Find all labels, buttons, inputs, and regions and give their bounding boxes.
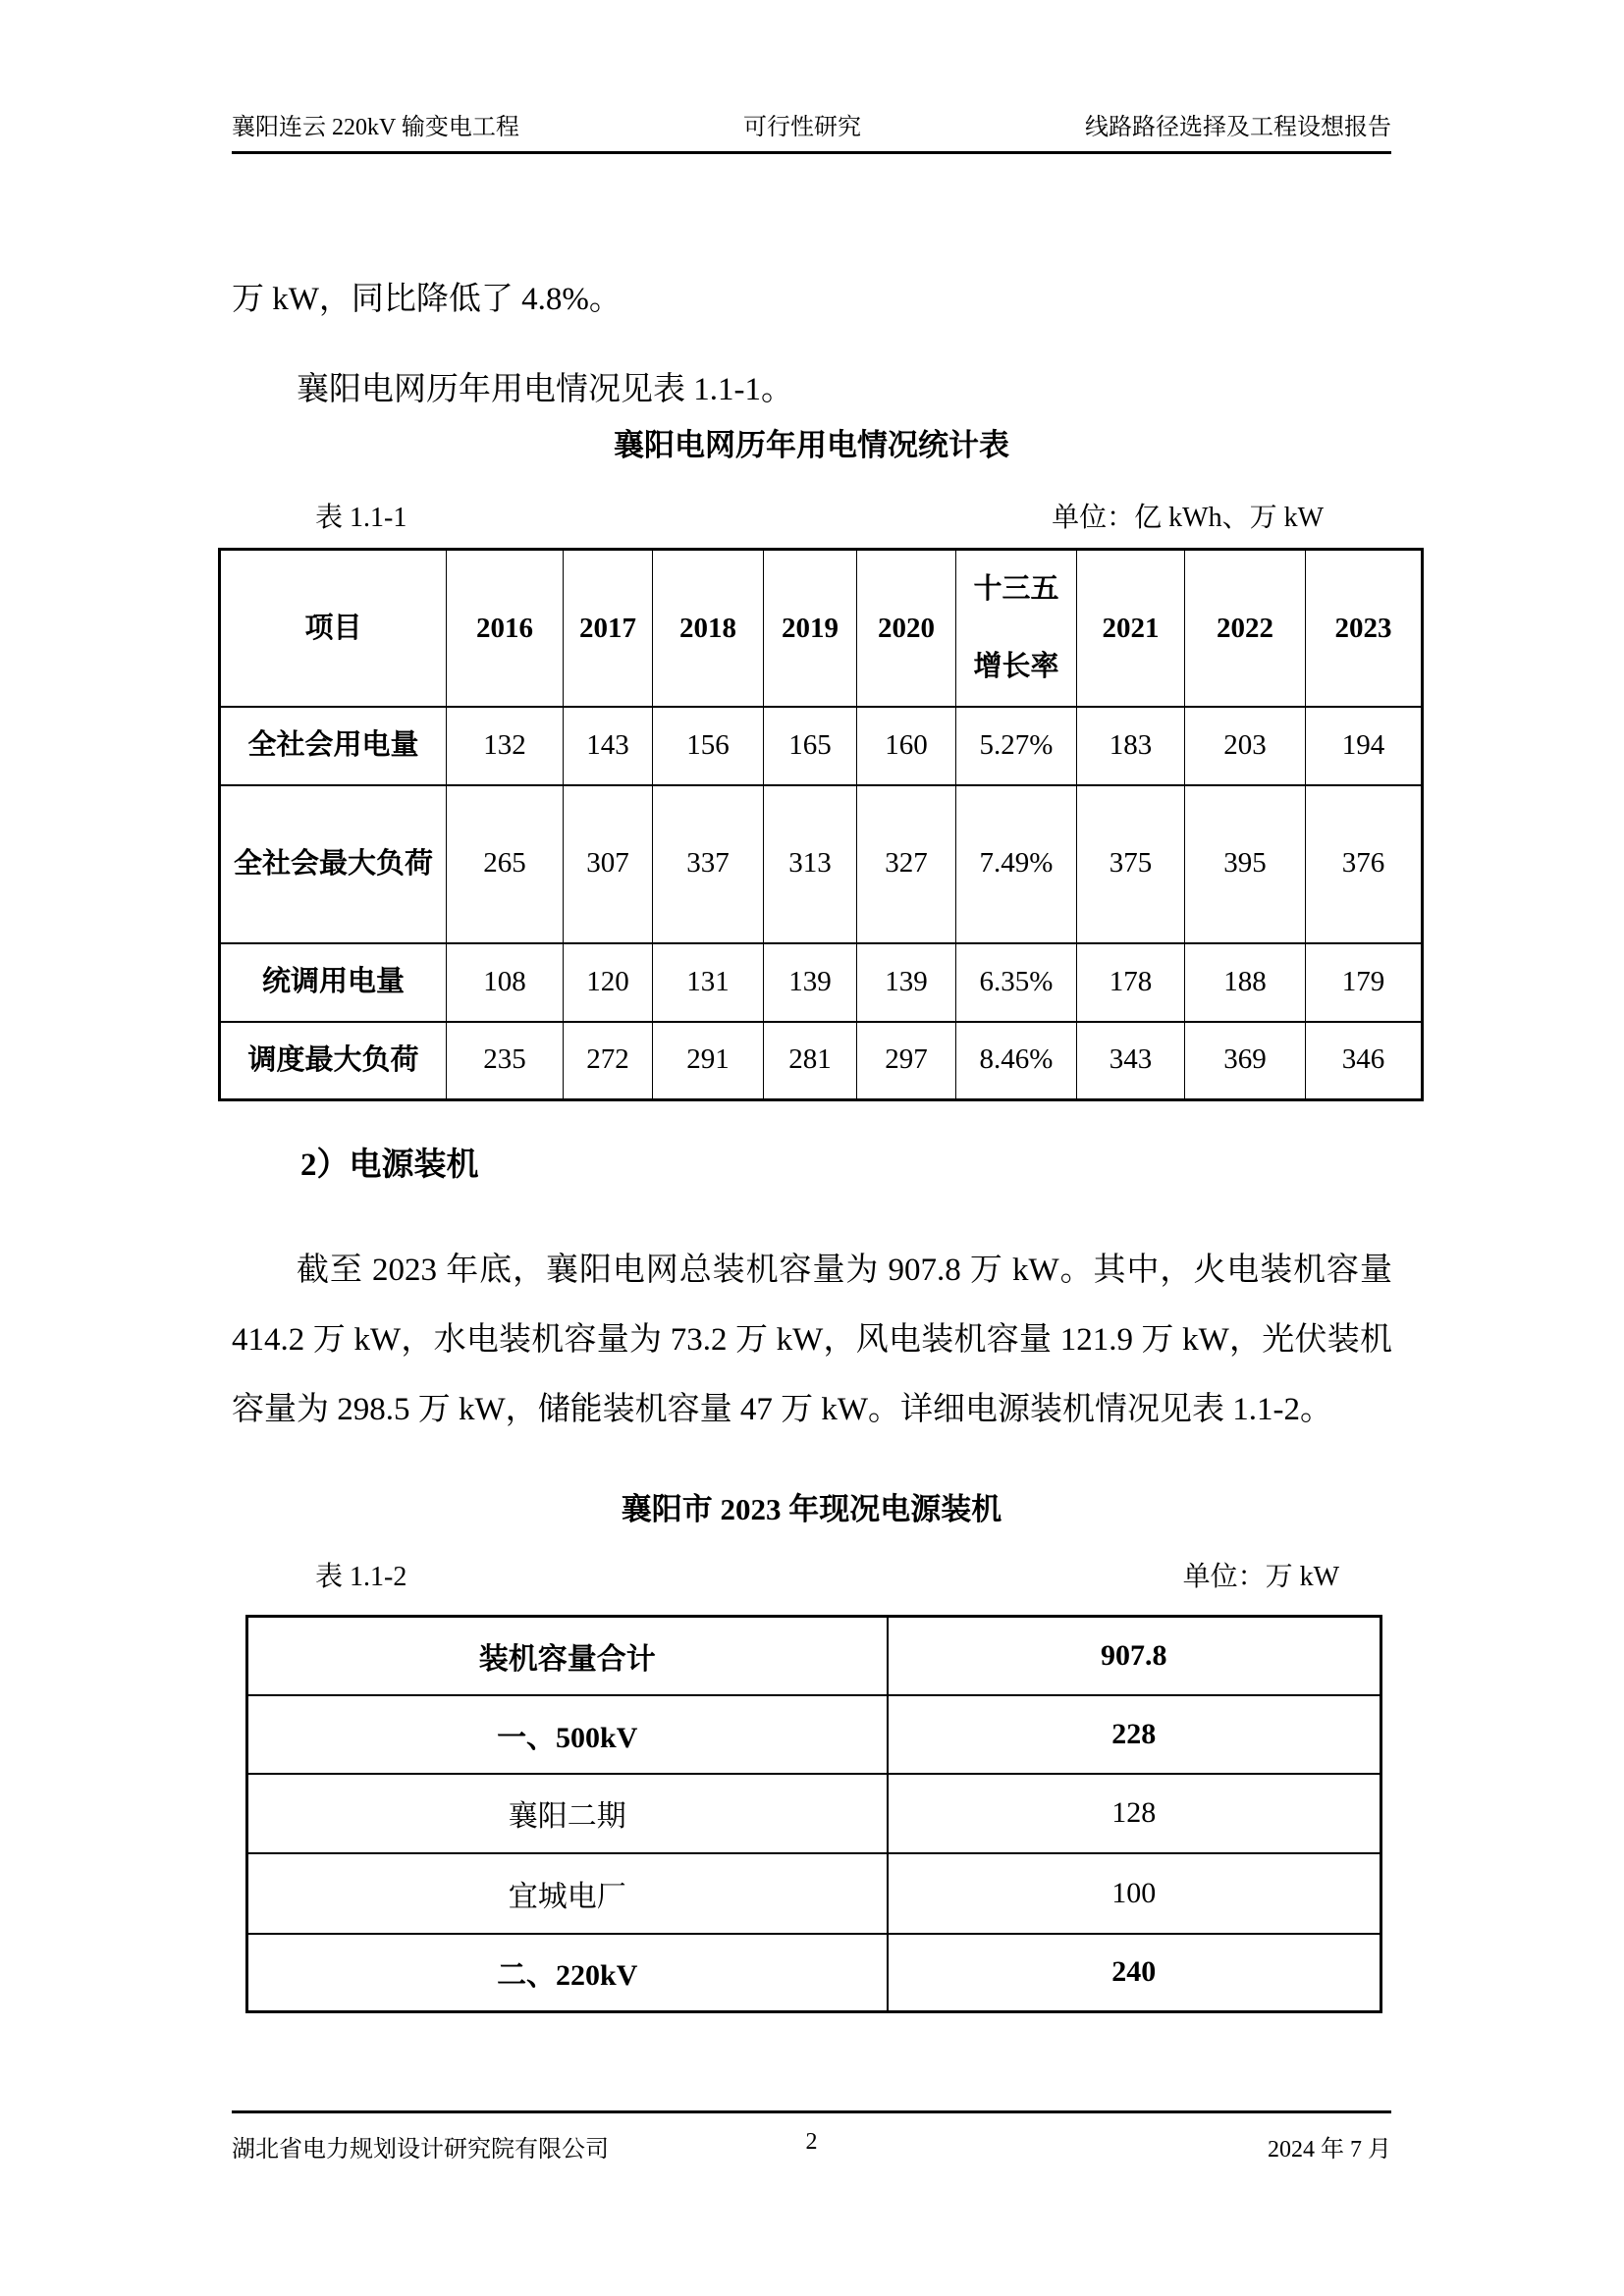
column-header: 项目 xyxy=(220,550,447,707)
table-cell: 143 xyxy=(564,707,653,785)
table-cell: 327 xyxy=(857,785,956,943)
row-label: 襄阳二期 xyxy=(247,1774,888,1853)
table-cell: 228 xyxy=(888,1695,1381,1774)
table-cell: 240 xyxy=(888,1934,1381,2012)
paragraph-table1-reference: 襄阳电网历年用电情况见表 1.1-1。 xyxy=(297,372,793,407)
table-cell: 7.49% xyxy=(956,785,1077,943)
footer-date: 2024 年 7 月 xyxy=(1268,2137,1391,2163)
row-label: 全社会用电量 xyxy=(220,707,447,785)
table-cell: 203 xyxy=(1185,707,1306,785)
column-header: 2017 xyxy=(564,550,653,707)
row-label: 宜城电厂 xyxy=(247,1853,888,1934)
table-row xyxy=(247,1617,1381,1695)
table-cell: 297 xyxy=(857,1022,956,1100)
table1-title: 襄阳电网历年用电情况统计表 xyxy=(614,428,1009,462)
table-cell: 194 xyxy=(1306,707,1423,785)
header-project-title: 襄阳连云 220kV 输变电工程 xyxy=(232,115,519,140)
table-cell: 265 xyxy=(447,785,564,943)
table-cell: 375 xyxy=(1077,785,1185,943)
table-row xyxy=(220,707,1423,785)
table-cell: 337 xyxy=(653,785,764,943)
row-label: 调度最大负荷 xyxy=(220,1022,447,1100)
table-row xyxy=(247,1695,1381,1774)
table-cell: 907.8 xyxy=(888,1617,1381,1695)
table-cell: 179 xyxy=(1306,943,1423,1022)
table-row xyxy=(220,785,1423,943)
table-cell: 183 xyxy=(1077,707,1185,785)
paragraph-intro-continuation: 万 kW，同比降低了 4.8%。 xyxy=(232,282,622,317)
table-row xyxy=(247,1853,1381,1934)
table-cell: 346 xyxy=(1306,1022,1423,1100)
table-cell: 108 xyxy=(447,943,564,1022)
table2-label: 表 1.1-2 xyxy=(315,1562,407,1592)
page-header xyxy=(232,114,1391,154)
power-consumption-history-table xyxy=(218,548,1424,1101)
table-cell: 395 xyxy=(1185,785,1306,943)
column-header: 2018 xyxy=(653,550,764,707)
table2-meta xyxy=(232,1555,1391,1594)
footer-company-name: 湖北省电力规划设计研究院有限公司 xyxy=(232,2137,609,2163)
table-cell: 131 xyxy=(653,943,764,1022)
table-cell: 281 xyxy=(764,1022,857,1100)
header-doc-type: 可行性研究 xyxy=(742,115,861,140)
column-header: 2020 xyxy=(857,550,956,707)
table-cell: 313 xyxy=(764,785,857,943)
row-label: 统调用电量 xyxy=(220,943,447,1022)
table-cell: 291 xyxy=(653,1022,764,1100)
row-label: 全社会最大负荷 xyxy=(220,785,447,943)
table-cell: 160 xyxy=(857,707,956,785)
table-cell: 235 xyxy=(447,1022,564,1100)
table-cell: 5.27% xyxy=(956,707,1077,785)
column-header: 十三五增长率 xyxy=(956,550,1077,707)
table-cell: 120 xyxy=(564,943,653,1022)
table-cell: 165 xyxy=(764,707,857,785)
table-cell: 139 xyxy=(857,943,956,1022)
table-cell: 132 xyxy=(447,707,564,785)
paragraph-installed-capacity: 截至 2023 年底，襄阳电网总装机容量为 907.8 万 kW。其中，火电装机容量 414.2 万 kW，水电装机容量为 73.2 万 kW，风电装机容量 121.9 万 kW，光伏装机容量为 298.5 万 kW，储能装机容量 47 万 kW。详细电源装机情况见表 1.1-2。 xyxy=(232,1253,1392,1427)
table-cell: 376 xyxy=(1306,785,1423,943)
table-cell: 6.35% xyxy=(956,943,1077,1022)
table2-title: 襄阳市 2023 年现况电源装机 xyxy=(621,1492,1002,1526)
column-header: 2022 xyxy=(1185,550,1306,707)
table-cell: 188 xyxy=(1185,943,1306,1022)
column-header: 2021 xyxy=(1077,550,1185,707)
column-header: 2019 xyxy=(764,550,857,707)
row-label: 装机容量合计 xyxy=(247,1617,888,1695)
table-row xyxy=(220,1022,1423,1100)
column-header: 2016 xyxy=(447,550,564,707)
row-label: 一、500kV xyxy=(247,1695,888,1774)
table-cell: 178 xyxy=(1077,943,1185,1022)
table-cell: 343 xyxy=(1077,1022,1185,1100)
page-footer xyxy=(232,2110,1391,2163)
table-cell: 156 xyxy=(653,707,764,785)
table-row xyxy=(247,1934,1381,2012)
table-cell: 307 xyxy=(564,785,653,943)
header-report-title: 线路路径选择及工程设想报告 xyxy=(1085,115,1391,140)
table-cell: 128 xyxy=(888,1774,1381,1853)
table1-unit: 单位：亿 kWh、万 kW xyxy=(1052,503,1324,533)
installed-capacity-table xyxy=(245,1615,1382,2013)
page-number: 2 xyxy=(805,2129,818,2155)
table-cell: 272 xyxy=(564,1022,653,1100)
table-cell: 139 xyxy=(764,943,857,1022)
table-cell: 8.46% xyxy=(956,1022,1077,1100)
table1-meta xyxy=(232,496,1391,535)
table-row xyxy=(247,1774,1381,1853)
column-header: 2023 xyxy=(1306,550,1423,707)
table-header-row xyxy=(220,550,1423,707)
table1-label: 表 1.1-1 xyxy=(315,503,407,533)
table-row xyxy=(220,943,1423,1022)
row-label: 二、220kV xyxy=(247,1934,888,2012)
table-cell: 100 xyxy=(888,1853,1381,1934)
table-cell: 369 xyxy=(1185,1022,1306,1100)
table2-unit: 单位：万 kW xyxy=(1182,1562,1339,1592)
section-heading-power-installation: 2）电源装机 xyxy=(300,1148,479,1183)
